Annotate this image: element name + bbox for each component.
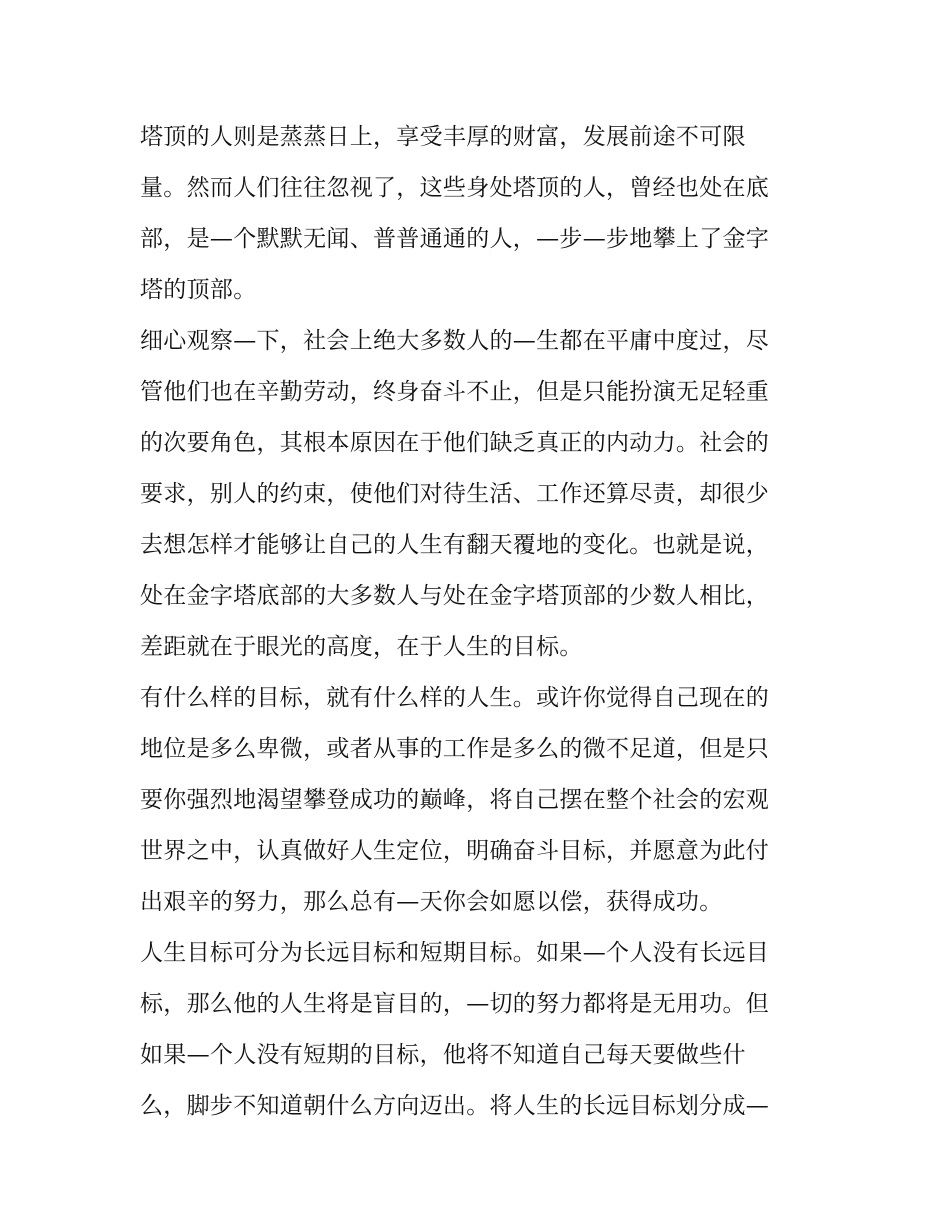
text-line: 有什么样的目标，就有什么样的人生。或许你觉得自己现在的 bbox=[140, 685, 770, 711]
text-line: 的次要角色，其根本原因在于他们缺乏真正的内动力。社会的 bbox=[140, 430, 770, 456]
text-line: 塔顶的人则是蒸蒸日上，享受丰厚的财富，发展前途不可限 bbox=[140, 124, 746, 150]
paragraph-observation bbox=[140, 316, 820, 673]
document-body bbox=[140, 112, 820, 1132]
text-line: 如果—个人没有短期的目标，他将不知道自己每天要做些什 bbox=[140, 1042, 746, 1068]
text-line: 地位是多么卑微，或者从事的工作是多么的微不足道，但是只 bbox=[140, 736, 770, 762]
text-line: 管他们也在辛勤劳动，终身奋斗不止，但是只能扮演无足轻重 bbox=[140, 379, 770, 405]
paragraph-long-short-goals bbox=[140, 928, 820, 1132]
text-line: 量。然而人们往往忽视了，这些身处塔顶的人，曾经也处在底 bbox=[140, 175, 770, 201]
text-line: 细心观察—下，社会上绝大多数人的—生都在平庸中度过，尽 bbox=[140, 328, 770, 354]
text-line: 部，是—个默默无闻、普普通通的人，—步—步地攀上了金字 bbox=[140, 226, 770, 252]
text-line: 要求，别人的约束，使他们对待生活、工作还算尽责，却很少 bbox=[140, 481, 770, 507]
text-line: 世界之中，认真做好人生定位，明确奋斗目标，并愿意为此付 bbox=[140, 838, 770, 864]
text-line: 要你强烈地渴望攀登成功的巅峰，将自己摆在整个社会的宏观 bbox=[140, 787, 770, 813]
text-line: 差距就在于眼光的高度，在于人生的目标。 bbox=[140, 634, 583, 660]
text-line: 塔的顶部。 bbox=[140, 277, 257, 303]
paragraph-goals-life bbox=[140, 673, 820, 928]
text-line: 人生目标可分为长远目标和短期目标。如果—个人没有长远目 bbox=[140, 940, 770, 966]
text-line: 去想怎样才能够让自己的人生有翻天覆地的变化。也就是说， bbox=[140, 532, 770, 558]
text-line: 处在金字塔底部的大多数人与处在金字塔顶部的少数人相比， bbox=[140, 583, 770, 609]
text-line: 标，那么他的人生将是盲目的，—切的努力都将是无用功。但 bbox=[140, 991, 770, 1017]
paragraph-pyramid-top bbox=[140, 112, 820, 316]
text-line: 出艰辛的努力，那么总有—天你会如愿以偿，获得成功。 bbox=[140, 889, 723, 915]
text-line: 么，脚步不知道朝什么方向迈出。将人生的长远目标划分成— bbox=[140, 1093, 770, 1119]
